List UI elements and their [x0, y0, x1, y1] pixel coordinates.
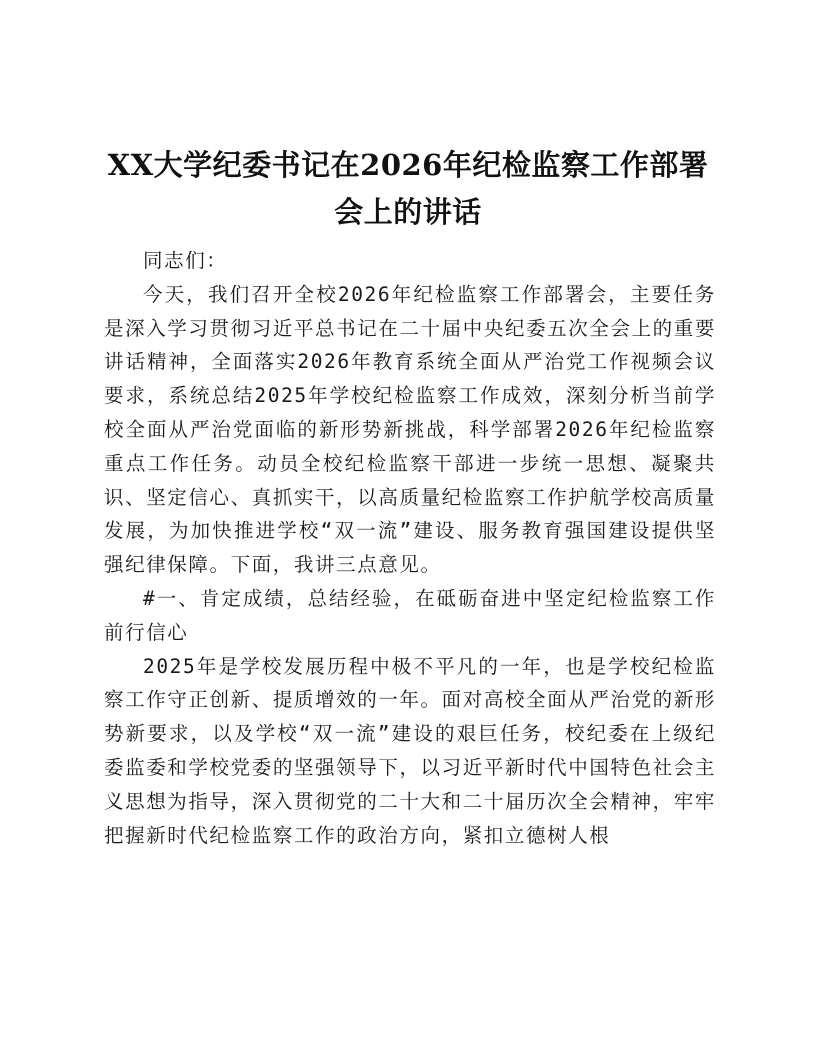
salutation: 同志们：: [143, 249, 228, 272]
document-body: [104, 244, 716, 852]
document-title: [100, 142, 716, 236]
title-line-2: 会上的讲话: [334, 195, 482, 229]
paragraph-review: 2025年是学校发展历程中极不平凡的一年，也是学校纪检监察工作守正创新、提质增效的一年。面对高校全面从严治党的新形势新要求，以及学校“双一流”建设的艰巨任务，校纪委在上级纪委监委和学校党委的坚强领导下，以习近平新时代中国特色社会主义思想为指导，深入贯彻党的二十大和二十届历次全会精神，牢牢把握新时代纪检监察工作的政治方向，紧扣立德树人根: [104, 654, 716, 847]
section-heading-1: #一、肯定成绩，总结经验，在砥砺奋进中坚定纪检监察工作前行信心: [104, 586, 716, 644]
title-line-1: XX大学纪委书记在2026年纪检监察工作部署: [107, 148, 709, 182]
paragraph-intro: 今天，我们召开全校2026年纪检监察工作部署会，主要任务是深入学习贯彻习近平总书记在二十届中央纪委五次全会上的重要讲话精神，全面落实2026年教育系统全面从严治党工作视频会议要求，系统总结2025年学校纪检监察工作成效，深刻分析当前学校全面从严治党面临的新形势新挑战，科学部署2026年纪检监察重点工作任务。动员全校纪检监察干部进一步统一思想、凝聚共识、坚定信心、真抓实干，以高质量纪检监察工作护航学校高质量发展，为加快推进学校“双一流”建设、服务教育强国建设提供坚强纪律保障。下面，我讲三点意见。: [104, 282, 716, 577]
